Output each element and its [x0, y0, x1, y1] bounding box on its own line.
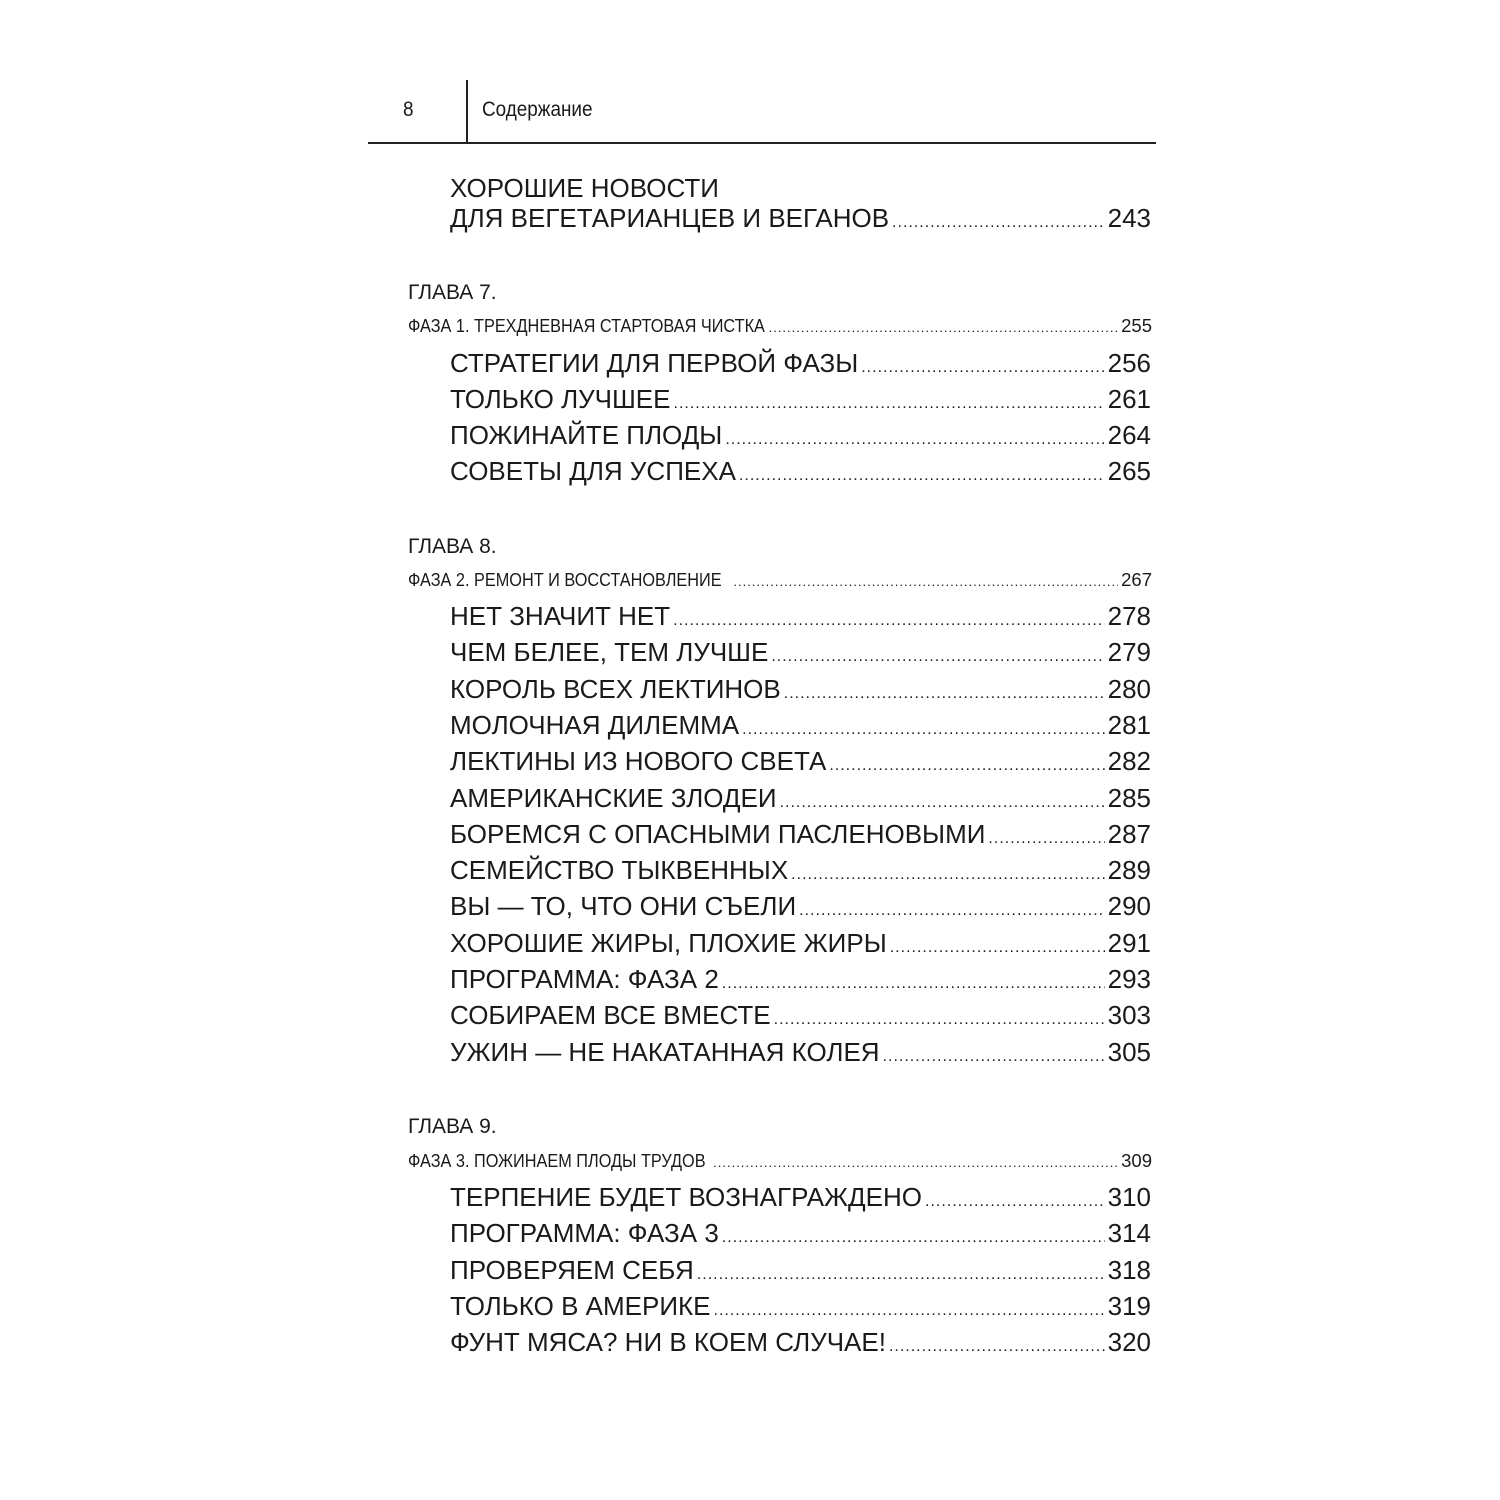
phase-title: ФАЗА 1. ТРЕХДНЕВНАЯ СТАРТОВАЯ ЧИСТКА — [408, 315, 765, 336]
toc-page-number: 310 — [1107, 1182, 1151, 1212]
toc-entry-title: ПРОВЕРЯЕМ СЕБЯ — [450, 1255, 694, 1285]
toc-page-number: 282 — [1107, 746, 1151, 776]
phase-title: ФАЗА 3. ПОЖИНАЕМ ПЛОДЫ ТРУДОВ — [408, 1150, 706, 1171]
toc-entry-title: СЕМЕЙСТВО ТЫКВЕННЫХ — [450, 855, 789, 885]
toc-entry-title: МОЛОЧНАЯ ДИЛЕММА — [450, 710, 740, 740]
toc-entry — [450, 598, 1151, 634]
toc-entry-title: КОРОЛЬ ВСЕХ ЛЕКТИНОВ — [450, 674, 781, 704]
toc-entry — [450, 453, 1151, 489]
toc-entry — [450, 743, 1151, 779]
toc-page-number: 318 — [1107, 1255, 1151, 1285]
toc-entry-title: БОРЕМСЯ С ОПАСНЫМИ ПАСЛЕНОВЫМИ — [450, 819, 986, 849]
toc-entry — [450, 1034, 1151, 1070]
toc-entry-title: ПРОГРАММА: ФАЗА 2 — [450, 964, 719, 994]
dot-leader — [774, 1002, 1105, 1038]
dot-leader — [733, 567, 1118, 597]
toc-entry-title: ТОЛЬКО В АМЕРИКЕ — [450, 1291, 711, 1321]
toc-entry — [450, 780, 1151, 816]
toc-page-number: 256 — [1107, 348, 1151, 378]
toc-entry-title: ФУНТ МЯСА? НИ В КОЕМ СЛУЧАЕ! — [450, 1327, 886, 1357]
phase-entry — [408, 565, 1152, 595]
toc-page-number: 267 — [1121, 569, 1152, 590]
toc-entry-title: ХОРОШИЕ НОВОСТИ — [450, 173, 719, 203]
toc-page-number: 293 — [1107, 964, 1151, 994]
toc-entry — [450, 888, 1151, 924]
header-divider — [466, 80, 468, 142]
dot-leader — [713, 1148, 1118, 1178]
toc-entry — [450, 925, 1151, 961]
phase-entry — [408, 1146, 1152, 1176]
toc-entry — [450, 417, 1151, 453]
toc-page-number: 278 — [1107, 601, 1151, 631]
toc-page-number: 287 — [1107, 819, 1151, 849]
toc-entry — [450, 1288, 1151, 1324]
toc-page-number: 320 — [1107, 1327, 1151, 1357]
toc-page-number: 280 — [1107, 674, 1151, 704]
toc-entry — [450, 707, 1151, 743]
toc-entry-title: ВЫ — ТО, ЧТО ОНИ СЪЕЛИ — [450, 891, 797, 921]
dot-leader — [739, 458, 1105, 494]
toc-entry-title: ТОЛЬКО ЛУЧШЕЕ — [450, 384, 671, 414]
dot-leader — [769, 313, 1119, 343]
toc-page-number: 281 — [1107, 710, 1151, 740]
toc-entry — [450, 345, 1151, 381]
toc-page-number: 285 — [1107, 783, 1151, 813]
dot-leader — [889, 1329, 1105, 1365]
toc-page-number: 290 — [1107, 891, 1151, 921]
toc-entry — [450, 997, 1151, 1033]
toc-entry-title: ДЛЯ ВЕГЕТАРИАНЦЕВ И ВЕГАНОВ — [450, 203, 890, 233]
dot-leader — [892, 205, 1105, 241]
dot-leader — [883, 1039, 1105, 1075]
toc-page-number: 265 — [1107, 456, 1151, 486]
toc-entry-title: СОБИРАЕМ ВСЕ ВМЕСТЕ — [450, 1000, 771, 1030]
toc-page-number: 314 — [1107, 1218, 1151, 1248]
chapter-heading: ГЛАВА 8. — [408, 535, 497, 558]
toc-page-number: 261 — [1107, 384, 1151, 414]
toc-entry-title: УЖИН — НЕ НАКАТАННАЯ КОЛЕЯ — [450, 1037, 880, 1067]
toc-entry-title: ЛЕКТИНЫ ИЗ НОВОГО СВЕТА — [450, 746, 827, 776]
dot-leader — [799, 893, 1104, 929]
toc-entry — [450, 1252, 1151, 1288]
toc-entry-title: АМЕРИКАНСКИЕ ЗЛОДЕИ — [450, 783, 777, 813]
toc-entry-title: ЧЕМ БЕЛЕЕ, ТЕМ ЛУЧШЕ — [450, 637, 769, 667]
toc-entry-title: СТРАТЕГИИ ДЛЯ ПЕРВОЙ ФАЗЫ — [450, 348, 859, 378]
toc-entry-title: СОВЕТЫ ДЛЯ УСПЕХА — [450, 456, 736, 486]
toc-page-number: 319 — [1107, 1291, 1151, 1321]
running-header-title: Содержание — [482, 98, 593, 121]
toc-entry — [450, 671, 1151, 707]
toc-entry — [450, 1179, 1151, 1215]
toc-page-number: 291 — [1107, 928, 1151, 958]
page-number: 8 — [403, 98, 414, 121]
toc-page-number: 264 — [1107, 420, 1151, 450]
toc-entry-title: НЕТ ЗНАЧИТ НЕТ — [450, 601, 671, 631]
toc-entry — [450, 961, 1151, 997]
toc-page-number: 289 — [1107, 855, 1151, 885]
toc-entry-title: ПРОГРАММА: ФАЗА 3 — [450, 1218, 719, 1248]
chapter-heading: ГЛАВА 7. — [408, 281, 497, 304]
toc-entry — [450, 816, 1151, 852]
toc-page-number: 305 — [1107, 1037, 1151, 1067]
phase-title: ФАЗА 2. РЕМОНТ И ВОССТАНОВЛЕНИЕ — [408, 569, 722, 590]
toc-entry — [450, 852, 1151, 888]
chapter-heading: ГЛАВА 9. — [408, 1115, 497, 1138]
header-rule — [368, 142, 1156, 144]
toc-page-number: 255 — [1121, 315, 1152, 336]
toc-entry-title: ПОЖИНАЙТЕ ПЛОДЫ — [450, 420, 723, 450]
phase-entry — [408, 311, 1152, 341]
toc-entry — [450, 634, 1151, 670]
toc-entry-title: ТЕРПЕНИЕ БУДЕТ ВОЗНАГРАЖДЕНО — [450, 1182, 922, 1212]
toc-entry-title: ХОРОШИЕ ЖИРЫ, ПЛОХИЕ ЖИРЫ — [450, 928, 887, 958]
toc-entry — [450, 1324, 1151, 1360]
toc-entry — [450, 381, 1151, 417]
toc-page-number: 279 — [1107, 637, 1151, 667]
dot-leader — [771, 639, 1104, 675]
toc-entry — [450, 1215, 1151, 1251]
dot-leader — [722, 1220, 1105, 1256]
toc-entry-intro — [450, 200, 1151, 236]
toc-page-number: 309 — [1121, 1150, 1152, 1171]
dot-leader — [829, 748, 1104, 784]
toc-page-number: 243 — [1107, 203, 1151, 233]
toc-page-number: 303 — [1107, 1000, 1151, 1030]
